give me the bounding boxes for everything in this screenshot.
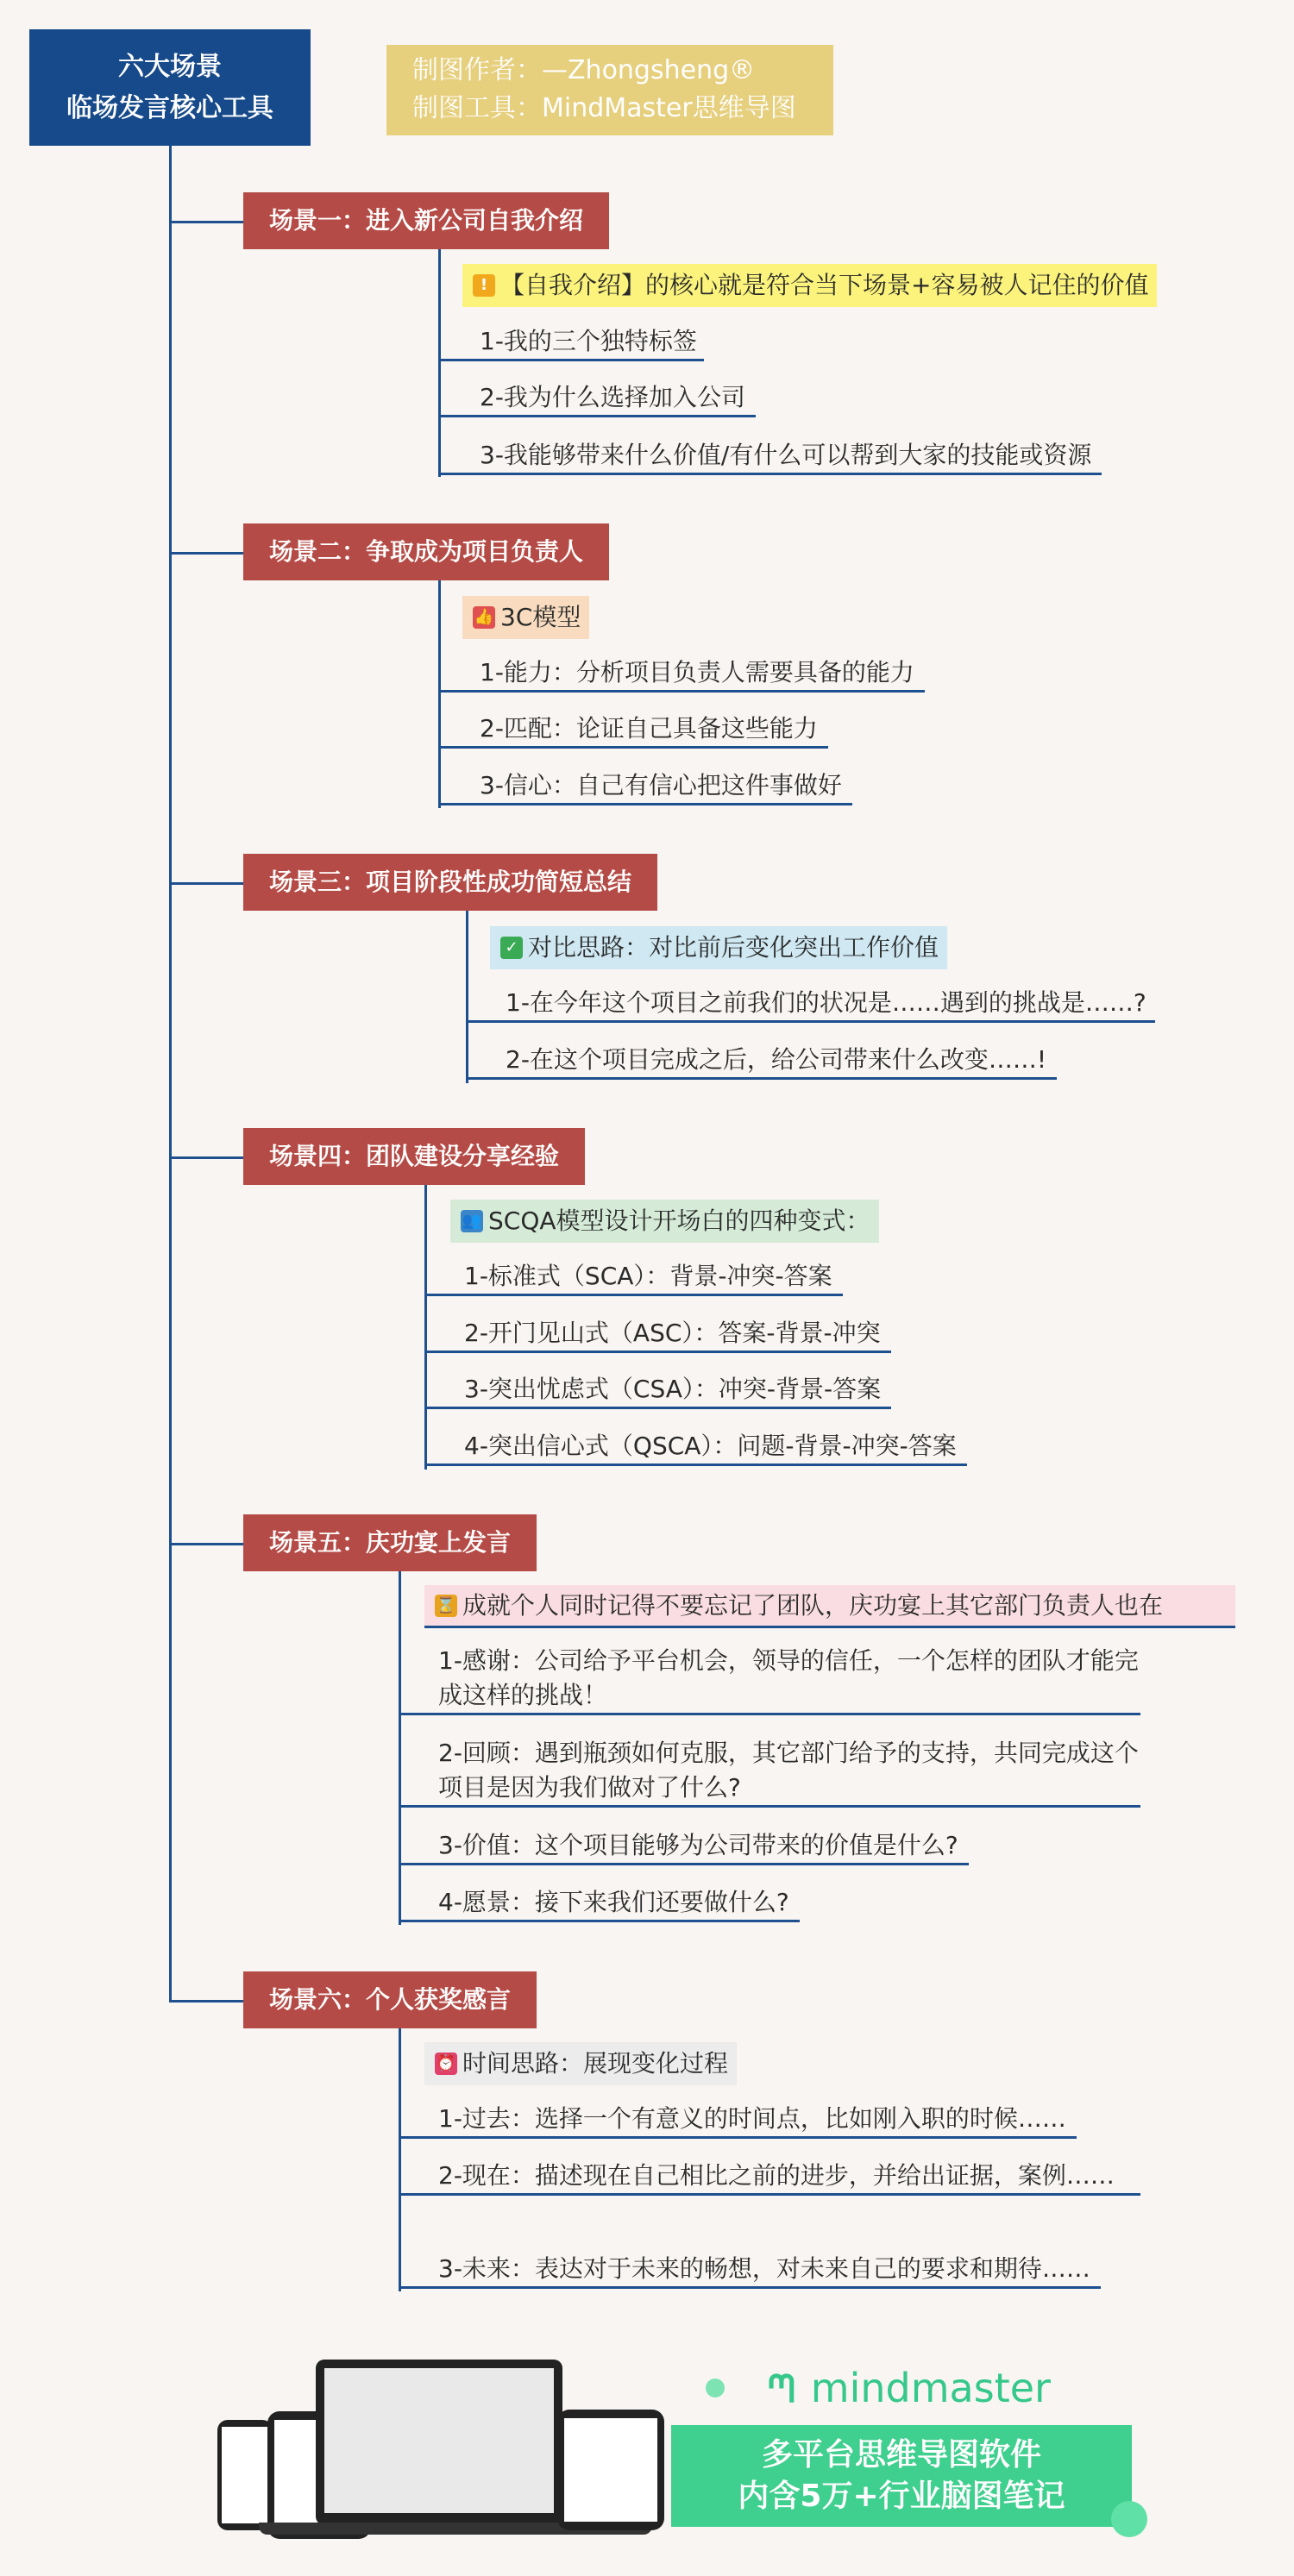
scene-5-header-text: 成就个人同时记得不要忘记了团队，庆功宴上其它部门负责人也在 <box>462 1590 1164 1620</box>
scene-2-item[interactable]: 2-匹配：论证自己具备这些能力 <box>438 711 828 749</box>
scene-1-header[interactable] <box>462 264 1157 307</box>
connector-scene-4 <box>169 1156 243 1159</box>
connector-scene-6 <box>169 2000 243 2003</box>
scene-4-item[interactable]: 3-突出忧虑式（CSA）：冲突-背景-答案 <box>424 1372 891 1409</box>
scene-6-item[interactable]: 2-现在：描述现在自己相比之前的进步，并给出证据，案例…… <box>399 2159 1140 2196</box>
scene-3-header[interactable] <box>490 926 947 969</box>
decor-circle <box>1111 2501 1147 2537</box>
scene-3-item[interactable]: 2-在这个项目完成之后，给公司带来什么改变……! <box>466 1043 1057 1080</box>
thumbs-up-icon: 👍 <box>473 606 495 629</box>
scene-6-header-text: 时间思路：展现变化过程 <box>462 2049 729 2078</box>
scene-2-header[interactable] <box>462 596 589 639</box>
scene-6-item[interactable]: 3-未来：表达对于未来的畅想，对未来自己的要求和期待…… <box>399 2252 1101 2289</box>
promo-banner[interactable] <box>671 2425 1132 2527</box>
desktop-mockup <box>316 2360 562 2525</box>
scene-5-item[interactable]: 4-愿景：接下来我们还要做什么? <box>399 1885 800 1922</box>
scene-4-item[interactable]: 2-开门见山式（ASC）：答案-背景-冲突 <box>424 1316 891 1353</box>
scene-2-item[interactable]: 3-信心：自己有信心把这件事做好 <box>438 768 852 805</box>
connector-scene-5 <box>169 1543 243 1545</box>
scene-1-header-text: 【自我介绍】的核心就是符合当下场景+容易被人记住的价值 <box>500 271 1149 299</box>
tablet-right-mockup <box>557 2410 664 2530</box>
scene-1-topic[interactable]: 场景一：进入新公司自我介绍 <box>243 192 609 249</box>
scene-6-topic[interactable]: 场景六：个人获奖感言 <box>243 1971 537 2028</box>
connector-scene-3 <box>169 882 243 885</box>
scene-1-item[interactable]: 3-我能够带来什么价值/有什么可以帮到大家的技能或资源 <box>438 438 1102 475</box>
scene-2-topic[interactable]: 场景二：争取成为项目负责人 <box>243 523 609 580</box>
scene-5-header[interactable] <box>424 1585 1235 1628</box>
mindmaster-logo-icon: ᘉ <box>768 2367 790 2411</box>
info-author: 制图作者：—Zhongsheng® <box>412 55 756 85</box>
info-tool: 制图工具：MindMaster思维导图 <box>412 93 796 123</box>
alarm-clock-icon: ⏰ <box>435 2053 457 2075</box>
scene-4-item[interactable]: 1-标准式（SCA）：背景-冲突-答案 <box>424 1259 843 1296</box>
scene-5-item[interactable]: 2-回顾：遇到瓶颈如何克服，其它部门给予的支持，共同完成这个项目是因为我们做对了什么? <box>399 1736 1140 1808</box>
connector-scene-2 <box>169 552 243 555</box>
mindmaster-logo[interactable] <box>768 2365 1051 2411</box>
scene-1-item[interactable]: 1-我的三个独特标签 <box>438 324 704 361</box>
root-topic[interactable] <box>29 29 311 146</box>
scene-3-item[interactable]: 1-在今年这个项目之前我们的状况是……遇到的挑战是……? <box>466 986 1155 1023</box>
connector-scene-1 <box>169 221 243 223</box>
scene-3-topic[interactable]: 场景三：项目阶段性成功简短总结 <box>243 854 657 911</box>
scene-4-topic[interactable]: 场景四：团队建设分享经验 <box>243 1128 585 1185</box>
scene-3-header-text: 对比思路：对比前后变化突出工作价值 <box>528 933 939 962</box>
mindmaster-logo-text: mindmaster <box>810 2365 1051 2411</box>
scene-5-topic[interactable]: 场景五：庆功宴上发言 <box>243 1514 537 1571</box>
check-icon: ✓ <box>500 937 523 959</box>
scene-6-item[interactable]: 1-过去：选择一个有意义的时间点，比如刚入职的时候…… <box>399 2102 1077 2139</box>
scene-4-header-text: SCQA模型设计开场白的四种变式： <box>488 1207 870 1235</box>
decor-dot <box>706 2379 725 2397</box>
hourglass-icon: ⌛ <box>435 1595 457 1617</box>
scene-4-item[interactable]: 4-突出信心式（QSCA）：问题-背景-冲突-答案 <box>424 1429 967 1466</box>
exclamation-icon: ! <box>473 274 495 297</box>
mindmap-trunk-line <box>169 145 172 2001</box>
scene-5-item[interactable]: 1-感谢：公司给予平台机会，领导的信任，一个怎样的团队才能完成这样的挑战！ <box>399 1644 1140 1715</box>
people-icon: 👥 <box>461 1210 483 1232</box>
phone-mockup <box>217 2420 273 2530</box>
scene-1-item[interactable]: 2-我为什么选择加入公司 <box>438 380 756 417</box>
root-title-line1: 六大场景 <box>118 51 222 82</box>
scene-4-header[interactable] <box>450 1200 879 1243</box>
promo-line1: 多平台思维导图软件 <box>761 2437 1041 2473</box>
root-title-line2: 临场发言核心工具 <box>66 92 273 123</box>
scene-6-header[interactable] <box>424 2042 737 2085</box>
scene-2-item[interactable]: 1-能力：分析项目负责人需要具备的能力 <box>438 655 925 693</box>
promo-line2: 内含5万+行业脑图笔记 <box>738 2479 1065 2514</box>
scene-5-item[interactable]: 3-价值：这个项目能够为公司带来的价值是什么? <box>399 1828 969 1865</box>
scene-2-header-text: 3C模型 <box>500 603 581 631</box>
info-box <box>386 45 833 135</box>
